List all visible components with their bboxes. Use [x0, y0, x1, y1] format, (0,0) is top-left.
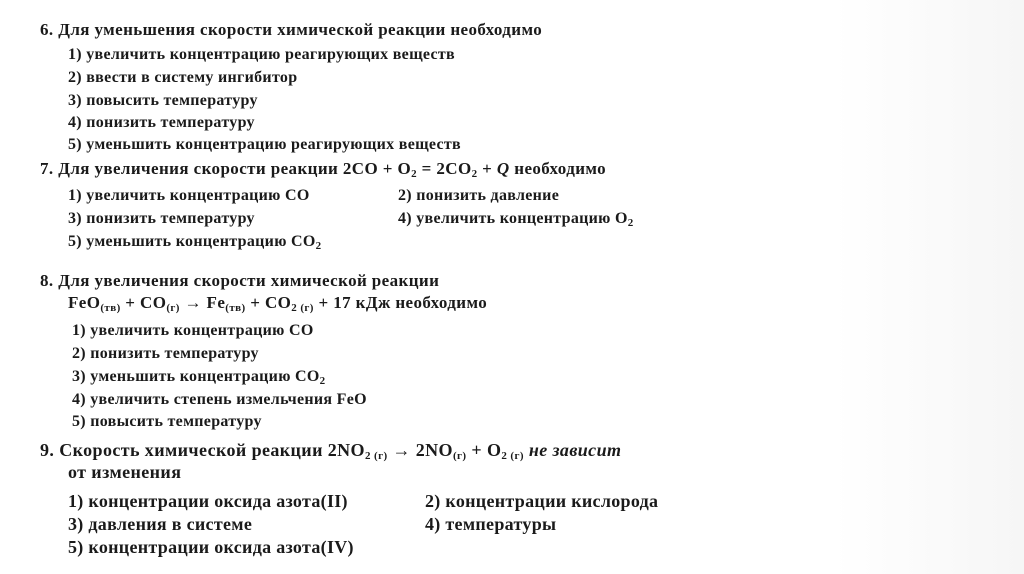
question-7-option-2: 2) понизить давление	[398, 187, 560, 204]
question-9-option-3: 3) давления в системе	[68, 514, 253, 534]
question-8-option-1: 1) увеличить концентрацию CO	[72, 322, 314, 339]
question-8-number: 8.	[40, 271, 54, 290]
question-9-italic: не зависит	[528, 440, 622, 460]
question-9-option-1: 1) концентрации оксида азота(II)	[68, 491, 348, 511]
question-8-option-3: 3) уменьшить концентрацию $CO_2$	[72, 368, 326, 387]
question-9-number: 9.	[40, 440, 55, 460]
question-6-option-3: 3) повысить температуру	[68, 92, 258, 109]
question-8-title	[40, 271, 439, 291]
question-6-option-2: 2) ввести в систему ингибитор	[68, 69, 298, 86]
question-9-title	[40, 440, 621, 460]
question-7-title	[40, 159, 606, 179]
question-8-option-5: 5) повысить температуру	[72, 413, 262, 430]
question-9-text: Скорость химической реакции $2NO_{2 (г)} \to 2NO_{(г)} + O_{2 (г)}$ не зависит	[59, 440, 622, 462]
question-9-text-line2: от изменения	[68, 462, 182, 482]
question-6-option-5: 5) уменьшить концентрацию реагирующих веществ	[68, 136, 461, 153]
question-8-text: Для увеличения скорости химической реакции	[58, 271, 440, 290]
question-6-option-4: 4) понизить температуру	[68, 114, 255, 131]
question-8-option-2: 2) понизить температуру	[72, 345, 259, 362]
question-7-option-4: 4) увеличить концентрацию $O_2$	[398, 210, 634, 229]
question-9-option-2: 2) концентрации кислорода	[425, 491, 659, 511]
question-8-option-4: 4) увеличить степень измельчения FeO	[72, 391, 367, 408]
question-8-equation: $FeO_{(тв)} + CO_{(г)} \to Fe_{(тв)} + CO_{2 (г)} + 17$ кДж необходимо	[68, 293, 488, 314]
page-edge-shade	[834, 0, 1024, 574]
question-6-title	[40, 20, 542, 40]
question-7-text: Для увеличения скорости реакции	[58, 159, 339, 178]
question-9-option-5: 5) концентрации оксида азота(IV)	[68, 537, 354, 557]
question-7-text-end: необходимо	[509, 159, 607, 178]
question-6-number: 6.	[40, 20, 54, 39]
question-6-text: Для уменьшения скорости химической реакции необходимо	[58, 20, 543, 39]
question-6-option-1: 1) увеличить концентрацию реагирующих веществ	[68, 46, 455, 63]
question-9-option-4: 4) температуры	[425, 514, 557, 534]
question-7-number: 7.	[40, 159, 54, 178]
question-7-equation: $2CO + O_2 = 2CO_2 + Q$	[342, 159, 510, 180]
question-7-option-3: 3) понизить температуру	[68, 210, 255, 227]
question-7-option-5: 5) уменьшить концентрацию $CO_2$	[68, 233, 322, 252]
question-7-option-1: 1) увеличить концентрацию CO	[68, 187, 310, 204]
